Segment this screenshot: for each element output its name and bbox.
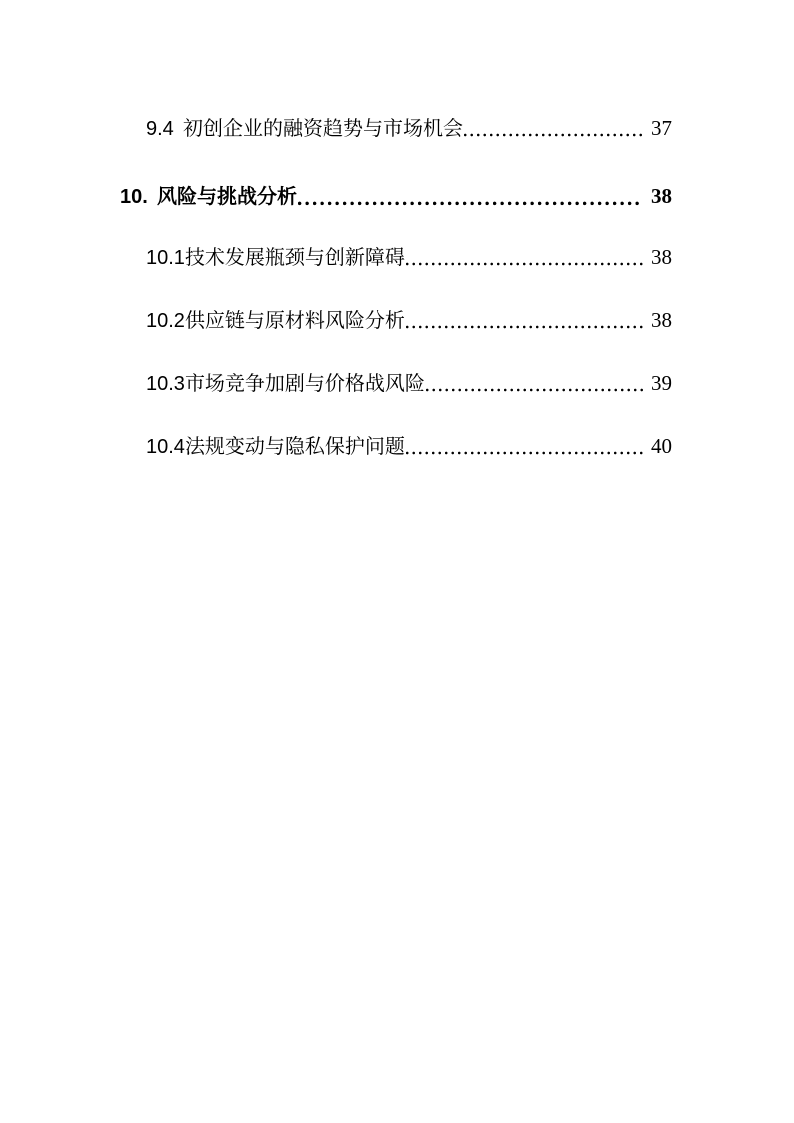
dot-leader [406,262,643,266]
dot-leader [406,451,643,455]
toc-entry[interactable] [0,244,672,271]
dot-leader [406,325,643,329]
toc-entry-number: 9.4 [146,118,174,140]
toc-entry-page-number: 37 [651,116,672,140]
toc-entry-title: 技术发展瓶颈与创新障碍 [184,247,405,269]
toc-entry-number: 10.4 [146,436,185,458]
toc-entry-title: 法规变动与隐私保护问题 [184,436,405,458]
toc-entry-title: 市场竞争加剧与价格战风险 [184,373,425,395]
toc-entry-number: 10. [120,186,148,208]
toc-entry-page-number: 38 [651,308,672,332]
toc-entry-page-number: 38 [651,184,672,208]
toc-entry[interactable] [0,370,672,397]
toc-entry-title: 风险与挑战分析 [157,186,297,208]
toc-entry[interactable] [0,115,672,142]
toc-entry[interactable] [0,307,672,334]
table-of-contents [0,115,672,460]
toc-entry-number: 10.3 [146,373,185,395]
toc-entry[interactable] [0,433,672,460]
toc-entry-number: 10.2 [146,310,185,332]
toc-entry-page-number: 40 [651,434,672,458]
toc-entry-page-number: 38 [651,245,672,269]
toc-entry-page-number: 39 [651,371,672,395]
dot-leader [464,133,643,137]
dot-leader [426,388,643,392]
toc-entry-number: 10.1 [146,247,185,269]
toc-entry[interactable] [0,183,672,210]
toc-entry-title: 供应链与原材料风险分析 [184,310,405,332]
toc-entry-title: 初创企业的融资趋势与市场机会 [183,118,463,140]
dot-leader [298,201,643,206]
